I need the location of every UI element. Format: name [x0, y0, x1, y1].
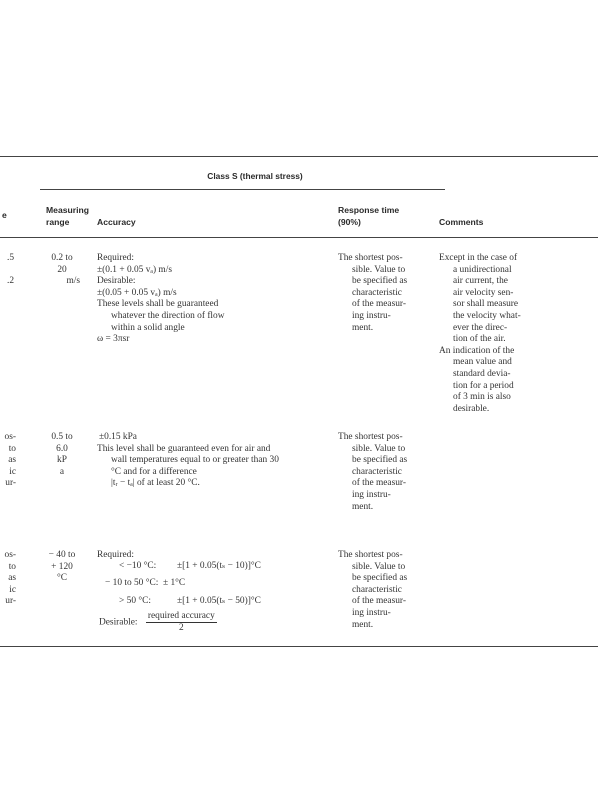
- table-title: Class S (thermal stress): [207, 171, 303, 181]
- row1-left-fragment: .5 .2: [6, 253, 14, 287]
- row3-range: − 40 to + 120 °C: [48, 550, 76, 584]
- row3-required-label: Required:: [97, 550, 134, 560]
- header-bottom-rule: [0, 237, 598, 238]
- row3-fraction: $\frac{\text{required accuracy}}{2}$: [147, 611, 215, 633]
- measuring-header: Measuring: [46, 205, 89, 215]
- row3-accuracy: [97, 550, 332, 633]
- partial-column-header: e: [2, 210, 7, 220]
- row3-left-fragment: os- to as ic ur-: [4, 550, 16, 607]
- row3-req3-condition: > 50 °C:: [119, 596, 151, 606]
- row2-accuracy: ±0.15 kPa This level shall be guaranteed even for air and wall temperatures equal to or greater than 30 °C and for a difference |tᵣ − tₐ| of at least 20 °C.: [97, 432, 279, 489]
- row3-response-time: The shortest pos- sible. Value to be specified as characteristic of the measur- ing instru- ment.: [338, 550, 408, 630]
- row2-left-fragment: os- to as ic ur-: [4, 432, 16, 489]
- row1-accuracy: Required: ±(0.1 + 0.05 vₐ) m/s Desirable: ±(0.05 + 0.05 vₐ) m/s These levels shall be guaranteed whatever the direction of flow within a solid angle ω = 3πsr: [97, 253, 225, 345]
- row3-req1-value: ±[1 + 0.05(tₛ − 10)]°C: [177, 561, 261, 571]
- bottom-rule: [0, 646, 598, 647]
- row1-comments: Except in the case of a unidirectional air current, the air velocity sen- sor shall measure the velocity what- ever the direc- tion of the air. An indication of the mean value and standard devia- tion for a period of 3 min is also desirable.: [439, 253, 521, 414]
- row2-range: 0.5 to 6.0 kP a: [51, 432, 73, 477]
- row1-response-time: The shortest pos- sible. Value to be specified as characteristic of the measur- ing instru- ment.: [338, 253, 408, 333]
- row3-req1-condition: < −10 °C:: [119, 561, 157, 571]
- row2-response-time: The shortest pos- sible. Value to be specified as characteristic of the measur- ing instru- ment.: [338, 432, 408, 512]
- accuracy-header: Accuracy: [97, 217, 136, 227]
- row3-req3-value: ±[1 + 0.05(tₛ − 50)]°C: [177, 596, 261, 606]
- title-underline: [40, 189, 445, 190]
- response-time-header: Response time: [338, 205, 400, 215]
- comments-header: Comments: [439, 217, 484, 227]
- response-pct-header: (90%): [338, 217, 361, 227]
- range-header: range: [46, 217, 70, 227]
- row3-req2: − 10 to 50 °C: ± 1°C: [105, 578, 186, 588]
- row1-range: 0.2 to 20 m/s: [51, 253, 80, 287]
- top-rule: [0, 156, 598, 157]
- row3-desirable: Desirable: $\frac{\text{required accuracy}}{2}$: [99, 611, 215, 633]
